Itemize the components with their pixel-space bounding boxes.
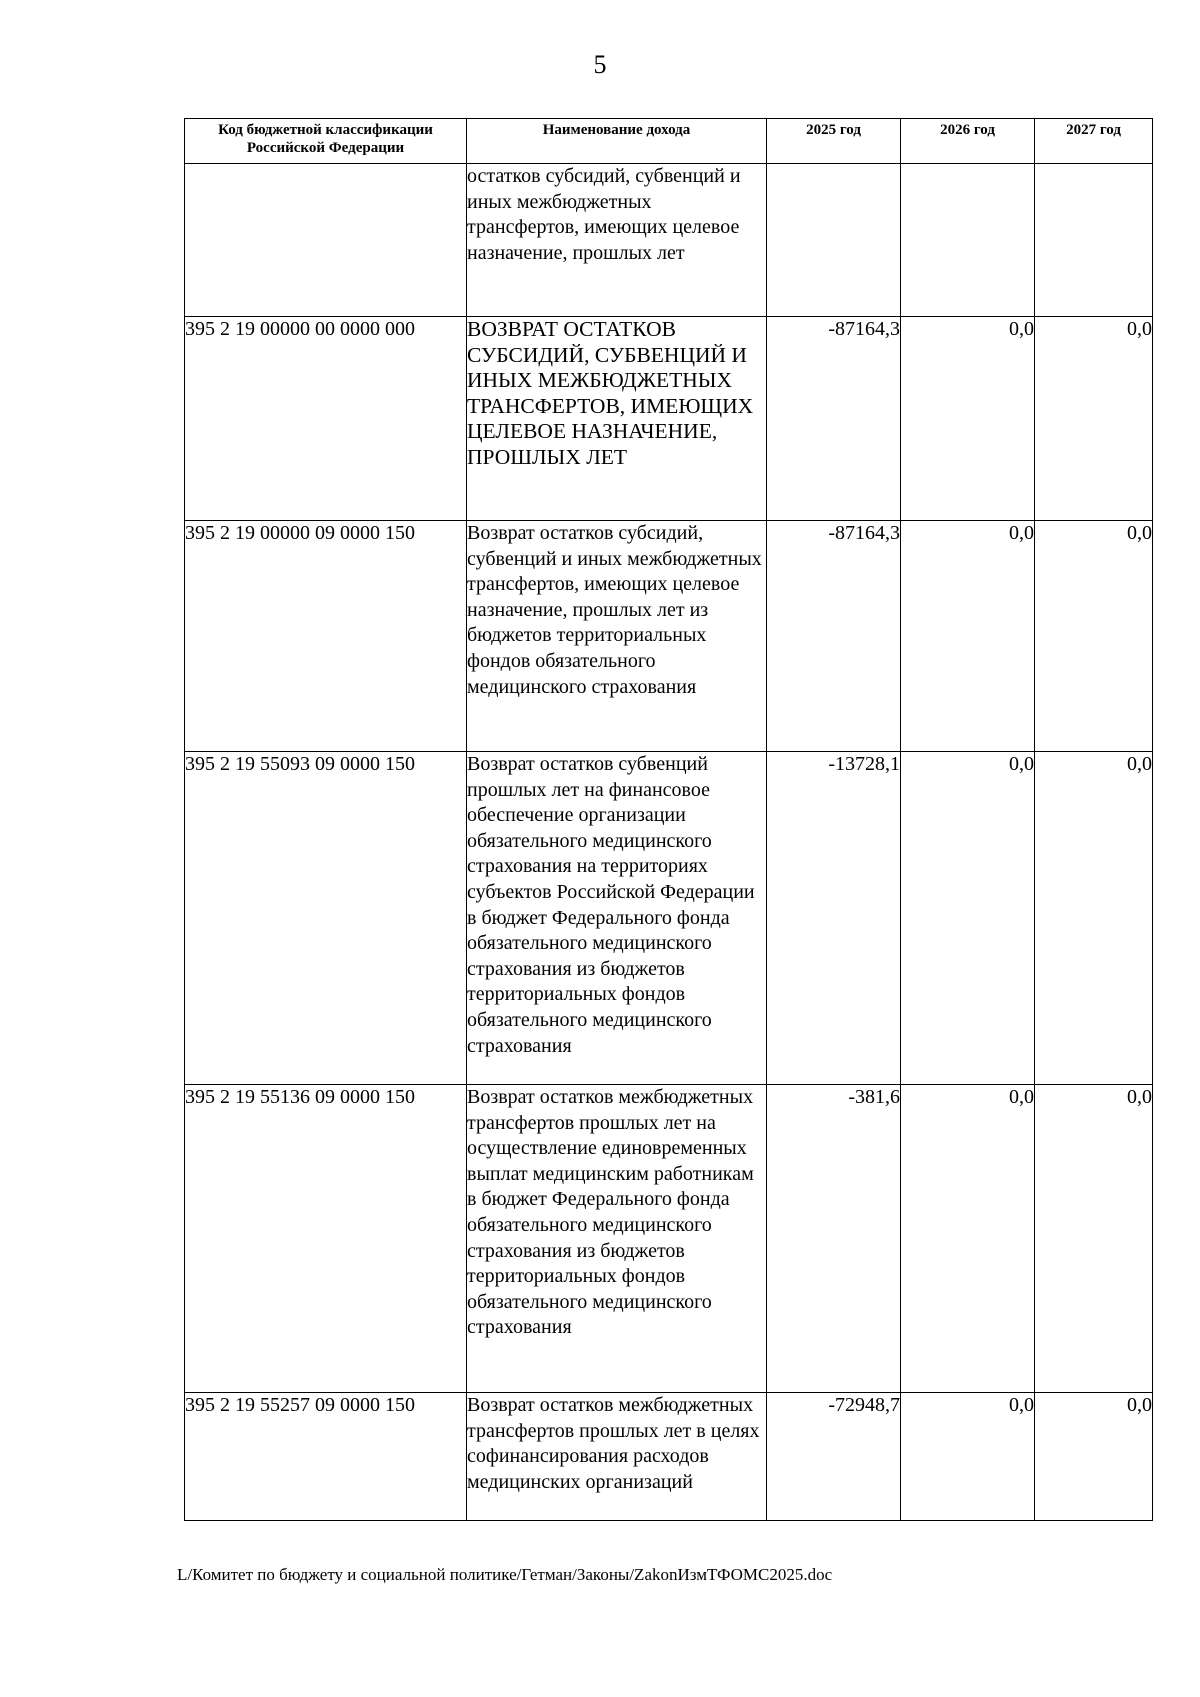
row-2025: -87164,3 [767,317,901,521]
header-2027: 2027 год [1035,119,1153,164]
row-2025 [767,164,901,317]
table-header-row [185,119,1153,164]
table-row [185,164,1153,317]
row-2025: -13728,1 [767,752,901,1085]
table-row [185,317,1153,521]
table-row [185,521,1153,752]
row-name: Возврат остатков межбюджетных трансфертов прошлых лет на осуществление единовременных выплат медицинским работникам в бюджет Федерального фонда обязательного медицинского страхования из бюджетов территориальных фондов обязательного медицинского страхования [467,1085,767,1393]
header-name: Наименование дохода [467,119,767,164]
row-2026: 0,0 [901,752,1035,1085]
row-2027: 0,0 [1035,752,1153,1085]
table-row [185,1085,1153,1393]
row-code: 395 2 19 00000 09 0000 150 [185,521,467,752]
row-code: 395 2 19 55136 09 0000 150 [185,1085,467,1393]
row-2026: 0,0 [901,1085,1035,1393]
row-2026: 0,0 [901,317,1035,521]
header-2025: 2025 год [767,119,901,164]
table-row [185,1393,1153,1521]
row-2027: 0,0 [1035,1085,1153,1393]
row-2026: 0,0 [901,521,1035,752]
page-number: 5 [593,50,607,79]
row-2027: 0,0 [1035,1393,1153,1521]
row-name: остатков субсидий, субвенций и иных межбюджетных трансфертов, имеющих целевое назначение, прошлых лет [467,164,767,317]
row-name: Возврат остатков субвенций прошлых лет на финансовое обеспечение организации обязательного медицинского страхования на территориях субъектов Российской Федерации в бюджет Федерального фонда обязательного медицинского страхования из бюджетов территориальных фондов обязательного медицинского страхования [467,752,767,1085]
row-2025: -381,6 [767,1085,901,1393]
row-code: 395 2 19 55257 09 0000 150 [185,1393,467,1521]
budget-table [184,118,1153,1521]
footer-file-path: L/Комитет по бюджету и социальной политике/Гетман/Законы/ZakonИзмТФОМС2025.doc [177,1565,833,1584]
header-code: Код бюджетной классификации Российской Федерации [185,119,467,164]
header-2026: 2026 год [901,119,1035,164]
row-2025: -72948,7 [767,1393,901,1521]
row-2027: 0,0 [1035,317,1153,521]
row-name: Возврат остатков межбюджетных трансфертов прошлых лет в целях софинансирования расходов медицинских организаций [467,1393,767,1521]
table-row [185,752,1153,1085]
row-2026: 0,0 [901,1393,1035,1521]
row-2026 [901,164,1035,317]
row-code [185,164,467,317]
row-name: Возврат остатков субсидий, субвенций и иных межбюджетных трансфертов, имеющих целевое назначение, прошлых лет из бюджетов территориальных фондов обязательного медицинского страхования [467,521,767,752]
row-code: 395 2 19 00000 00 0000 000 [185,317,467,521]
row-2027 [1035,164,1153,317]
row-name: ВОЗВРАТ ОСТАТКОВ СУБСИДИЙ, СУБВЕНЦИЙ И ИНЫХ МЕЖБЮДЖЕТНЫХ ТРАНСФЕРТОВ, ИМЕЮЩИХ ЦЕЛЕВОЕ НАЗНАЧЕНИЕ, ПРОШЛЫХ ЛЕТ [467,317,767,521]
row-2027: 0,0 [1035,521,1153,752]
row-code: 395 2 19 55093 09 0000 150 [185,752,467,1085]
row-2025: -87164,3 [767,521,901,752]
